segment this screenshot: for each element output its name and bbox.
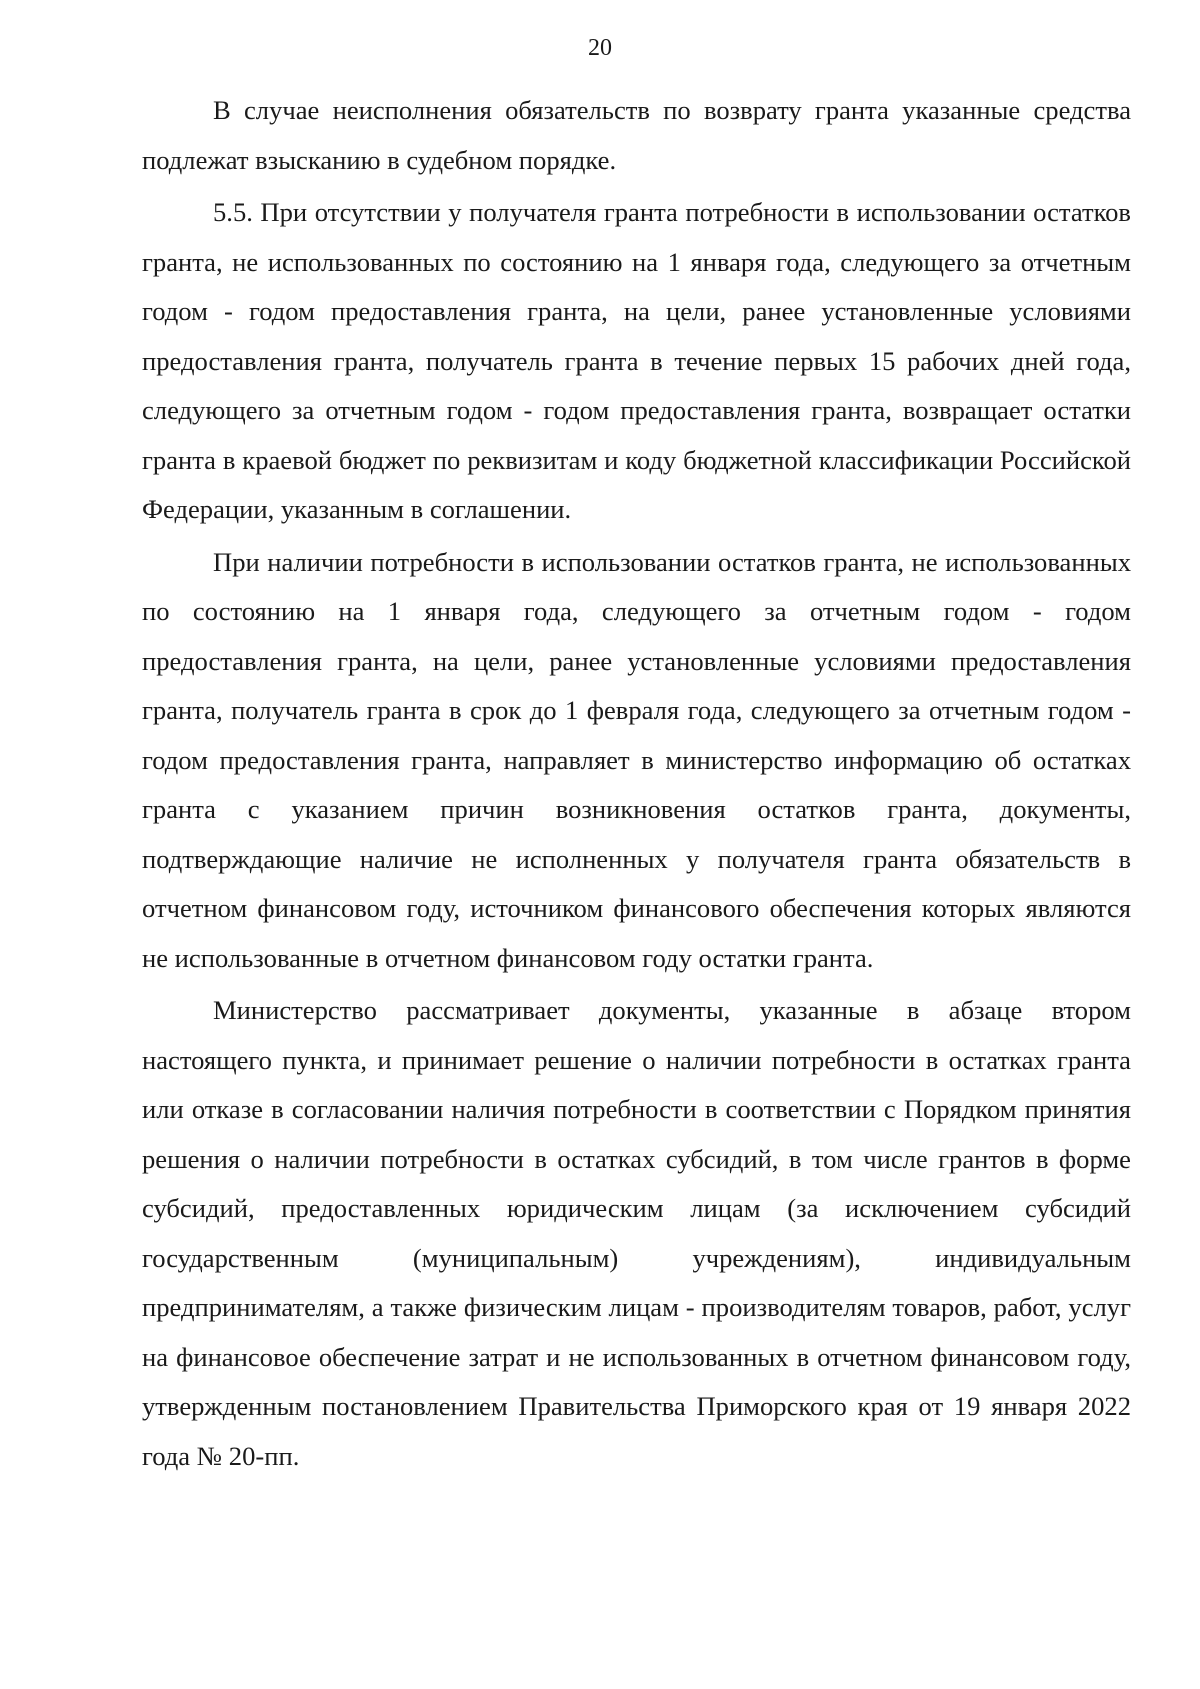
- paragraph-5-5-return-of-remainder: 5.5. При отсутствии у получателя гранта потребности в использовании остатков гранта, не использованных по состоянию на 1 января года, следующего за отчетным годом - годом предоставления гранта, на цели, ранее установленные условиями предоставления гранта, получатель гранта в течение первых 15 рабочих дней года, следующего за отчетным годом - годом предоставления гранта, возвращает остатки гранта в краевой бюджет по реквизитам и коду бюджетной классификации Российской Федерации, указанным в соглашении.: [142, 197, 1131, 524]
- page-number: 20: [588, 35, 612, 61]
- paragraph-need-for-remainder: При наличии потребности в использовании остатков гранта, не использованных по состоянию на 1 января года, следующего за отчетным годом - годом предоставления гранта, на цели, ранее установленные условиями предоставления гранта, получатель гранта в срок до 1 февраля года, следующего за отчетным годом - годом предоставления гранта, направляет в министерство информацию об остатках гранта с указанием причин возникновения остатков гранта, документы, подтверждающие наличие не исполненных у получателя гранта обязательств в отчетном финансовом году, источником финансового обеспечения которых являются не использованные в отчетном финансовом году остатки гранта.: [142, 546, 1131, 973]
- document-body: [142, 86, 1131, 1484]
- paragraph-ministry-decision: Министерство рассматривает документы, указанные в абзаце втором настоящего пункта, и принимает решение о наличии потребности в остатках гранта или отказе в согласовании наличия потребности в соответствии с Порядком принятия решения о наличии потребности в остатках субсидий, в том числе грантов в форме субсидий, предоставленных юридическим лицам (за исключением субсидий государственным (муниципальным) учреждениям), индивидуальным предпринимателям, а также физическим лицам - производителям товаров, работ, услуг на финансовое обеспечение затрат и не использованных в отчетном финансовом году, утвержденным постановлением Правительства Приморского края от 19 января 2022 года № 20-пп.: [142, 995, 1131, 1471]
- paragraph-grant-recovery: В случае неисполнения обязательств по возврату гранта указанные средства подлежат взысканию в судебном порядке.: [142, 95, 1131, 175]
